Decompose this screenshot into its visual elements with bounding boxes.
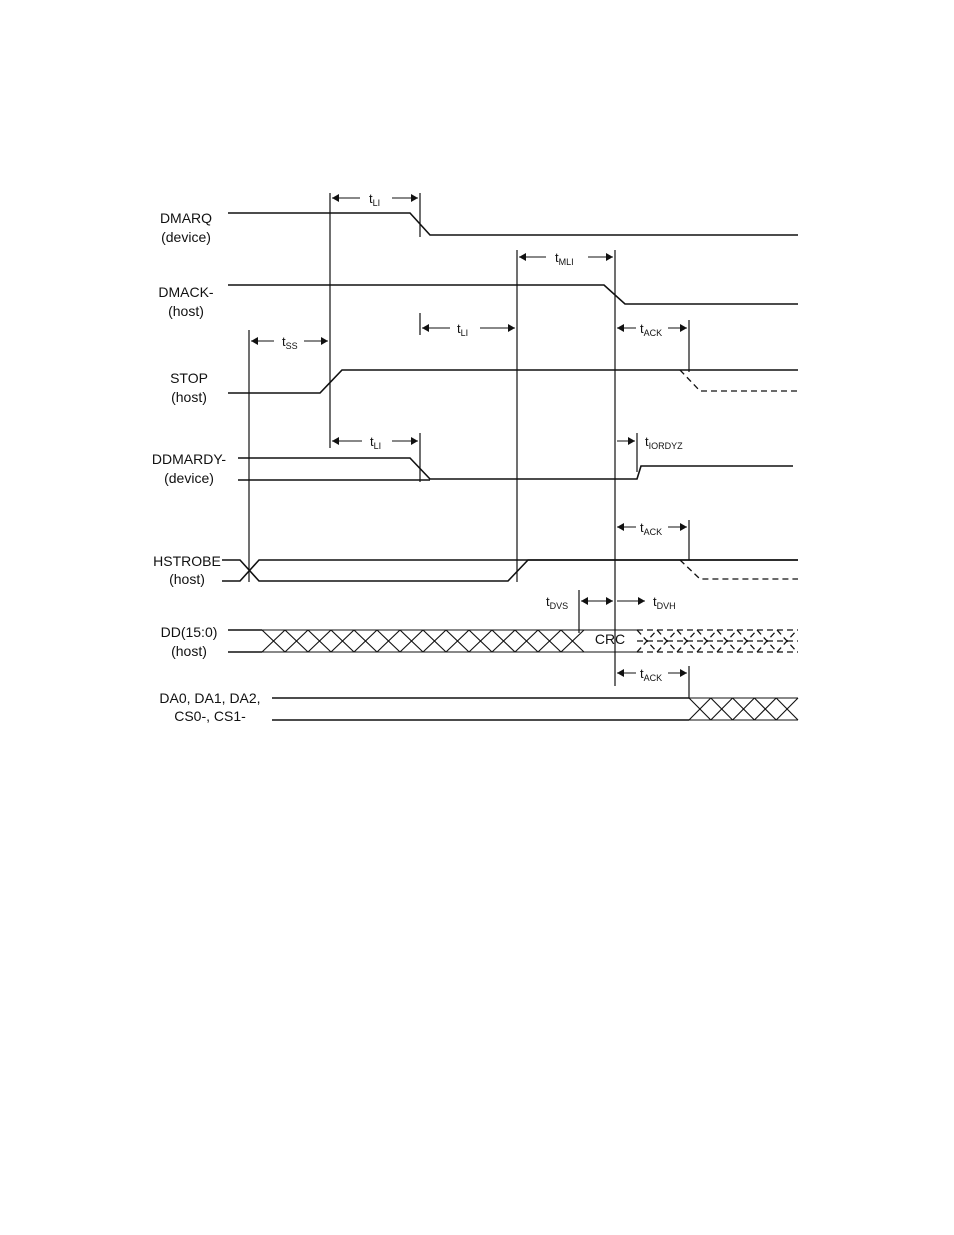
signal-owner-dmack: (host)	[168, 303, 204, 319]
waveform-hstrobe-lower	[222, 560, 798, 581]
timing-label-tdvs: $t_{DVS}$	[546, 594, 569, 611]
signal-owner-dmarq: (device)	[161, 229, 211, 245]
signal-owner-hstrobe: (host)	[169, 571, 205, 587]
signal-label-address: DA0, DA1, DA2,	[159, 690, 261, 706]
dd-bus-crosshatch	[262, 630, 584, 652]
waveforms	[222, 213, 798, 720]
timing-label-tiordyz: $t_{IORDYZ}$	[645, 434, 683, 451]
timing-label-tack-2: $t_{ACK}$	[640, 520, 663, 537]
signal-owner-dd: (host)	[171, 643, 207, 659]
timing-label-tli-1: $t_{LI}$	[369, 191, 381, 208]
signal-label-ddmardy: DDMARDY-	[151, 451, 227, 467]
waveform-stop-dashed	[680, 370, 798, 391]
signal-labels	[152, 210, 261, 724]
waveform-stop	[228, 370, 680, 393]
waveform-dmack	[228, 285, 798, 304]
waveform-dmarq	[228, 213, 798, 235]
signal-label-hstrobe: HSTROBE	[153, 553, 221, 569]
address-bus-crosshatch	[689, 698, 798, 720]
timing-labels	[282, 191, 683, 683]
signal-label-stop: STOP	[170, 370, 208, 386]
signal-label-dd: DD(15:0)	[160, 624, 218, 640]
signal-owner-ddmardy: (device)	[164, 470, 214, 486]
reference-lines	[249, 193, 689, 698]
dd-bus-dashed-crosshatch	[637, 630, 798, 652]
timing-label-tack-3: $t_{ACK}$	[640, 666, 663, 683]
waveform-ddmardy	[238, 458, 793, 479]
signal-label-dmack: DMACK-	[158, 284, 214, 300]
signal-owner-stop: (host)	[171, 389, 207, 405]
timing-label-tli-2: $t_{LI}$	[457, 321, 469, 338]
waveform-hstrobe-dashed	[680, 560, 798, 579]
crc-label: CRC	[594, 631, 626, 647]
timing-label-tdvh: $t_{DVH}$	[653, 594, 676, 611]
timing-label-tss: $t_{SS}$	[282, 334, 298, 351]
timing-label-tli-3: $t_{LI}$	[370, 434, 382, 451]
timing-label-tack-1: $t_{ACK}$	[640, 321, 663, 338]
signal-label-dmarq: DMARQ	[159, 210, 213, 226]
timing-label-tmli: $t_{MLI}$	[555, 250, 574, 267]
signal-owner-address: CS0-, CS1-	[174, 708, 246, 724]
timing-arrows	[251, 198, 687, 673]
